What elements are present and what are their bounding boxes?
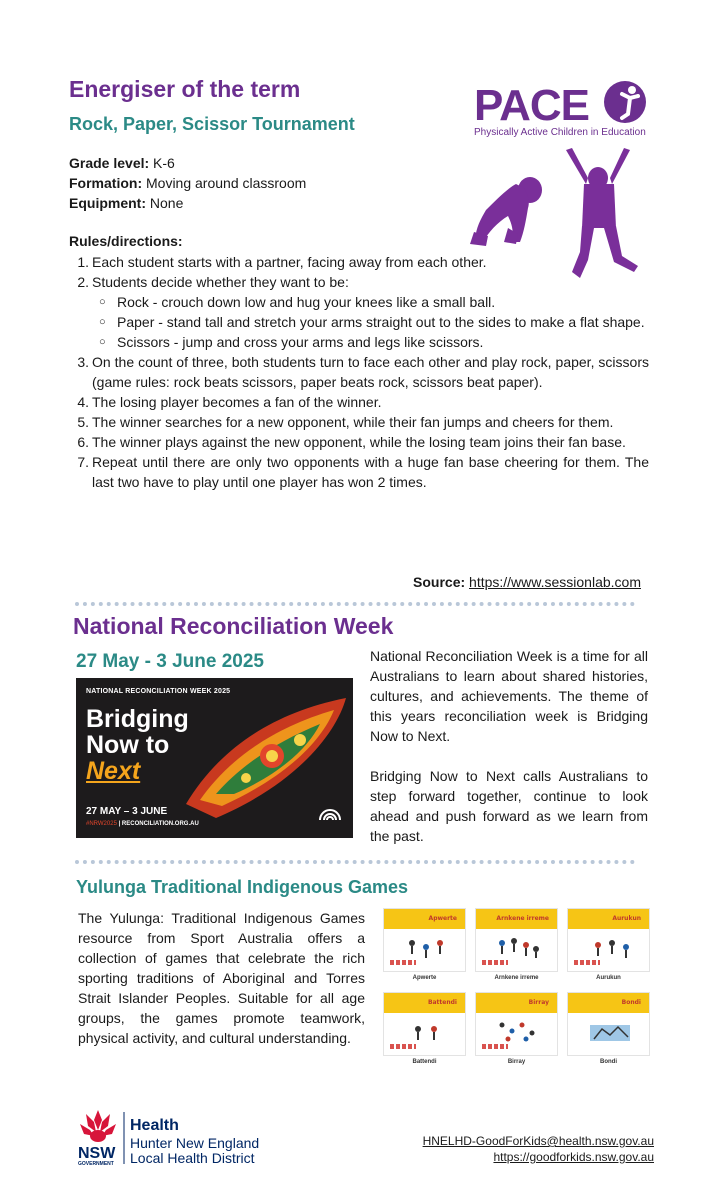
list-item-number: 5. [77,414,89,430]
yulunga-game-grid [383,908,651,1065]
list-item-number: 4. [77,394,89,410]
section-title-nrw: National Reconciliation Week [73,613,394,639]
reconciliation-australia-logo [316,802,344,830]
game-label: Arnkene irreme [494,975,539,981]
org-line-3: Local Health District [130,1150,255,1166]
nsw-health-logo [76,1108,276,1166]
bullet-icon: ○ [99,336,106,348]
equipment-label: Equipment: [69,195,146,211]
grade-level-label: Grade level: [69,155,150,171]
list-item [69,432,649,452]
list-item-number: 3. [77,354,89,370]
formation-value: Moving around classroom [146,175,307,191]
game-card-title: Bondi [621,999,641,1006]
email-link[interactable]: HNELHD-GoodForKids@health.nsw.gov.au [422,1134,654,1148]
banner-dates: 27 MAY – 3 JUNE [86,806,168,817]
banner-site: | RECONCILIATION.ORG.AU [118,821,199,827]
game-thumbnail [475,992,558,1056]
rules-heading: Rules/directions: [69,233,183,249]
game-label: Battendi [412,1059,437,1065]
list-item [69,352,649,392]
source-link[interactable]: https://www.sessionlab.com [469,574,641,590]
footer-contacts [423,1133,654,1165]
game-card[interactable] [383,992,466,1065]
game-thumbnail [383,992,466,1056]
banner-line-2: Now to [86,731,170,759]
game-card-title: Apwerte [428,915,457,922]
game-thumbnail [475,908,558,972]
paragraph: Bridging Now to Next calls Australians to step forward together, continue to look ahead and push forward as we learn from the past. [370,768,648,844]
game-card-title: Aurukun [612,915,641,922]
list-item-text: The losing player becomes a fan of the winner. [92,394,382,410]
game-thumbnail [567,908,650,972]
grade-level [69,153,175,173]
rules-list [69,252,649,492]
list-item-number: 6. [77,434,89,450]
nrw-date: 27 May - 3 June 2025 [76,651,264,672]
list-item-number: 7. [77,454,89,470]
bullet-icon: ○ [99,316,106,328]
banner-line-1: Bridging [86,705,189,733]
game-thumbnail [567,992,650,1056]
pace-logo [472,80,650,140]
game-label: Aurukun [596,975,621,981]
org-line-2: Hunter New England [130,1135,260,1151]
game-label: Apwerte [412,975,437,981]
list-item [69,452,649,492]
section-title-yulunga: Yulunga Traditional Indigenous Games [76,877,409,897]
banner-line-3: Next [86,757,141,785]
bullet-icon: ○ [99,296,106,308]
game-label: Birray [507,1059,526,1065]
org-line-1: Health [130,1117,179,1134]
formation [69,173,306,193]
list-item [69,252,649,272]
sub-list-item-text: Scissors - jump and cross your arms and legs like scissors. [117,334,484,350]
pace-tagline: Physically Active Children in Education [474,127,646,138]
game-card-title: Birray [528,999,549,1006]
list-item-text: Students decide whether they want to be: [92,274,349,290]
game-card[interactable] [475,908,558,981]
source-credit [413,574,641,590]
equipment [69,193,183,213]
list-item-text: Each student starts with a partner, facing away from each other. [92,254,487,270]
list-item [69,392,649,412]
game-card[interactable] [383,908,466,981]
website-link[interactable]: https://goodforkids.nsw.gov.au [493,1150,654,1164]
sub-list-item [69,332,649,352]
nrw-banner-image [76,678,353,838]
nsw-government: GOVERNMENT [78,1161,114,1166]
banner-tagline [86,821,199,827]
yulunga-description: The Yulunga: Traditional Indigenous Games resource from Sport Australia offers a collection of games that celebrate the rich sporting traditions of Aboriginal and Torres Strait Islander Peoples. Suitable for all age groups, the games promote teamwork, physical activity, and cultural understanding. [78,910,365,1046]
section-title-energiser: Energiser of the term [69,76,301,102]
energiser-subtitle: Rock, Paper, Scissor Tournament [69,114,355,134]
nsw-wordmark: NSW [78,1145,116,1162]
waratah-icon [80,1110,116,1142]
sub-list-item [69,312,649,332]
divider [75,860,635,864]
game-thumbnail [383,908,466,972]
banner-heading: NATIONAL RECONCILIATION WEEK 2025 [86,688,231,695]
sub-list-item-text: Paper - stand tall and stretch your arms straight out to the sides to make a flat shape. [117,314,645,330]
list-item-text: Repeat until there are only two opponents with a huge fan base cheering for them. The last two have to play until one player has won 2 times. [92,454,649,490]
game-card-title: Arnkene irreme [496,915,549,922]
game-card[interactable] [567,908,650,981]
list-item-text: The winner searches for a new opponent, while their fan jumps and cheers for them. [92,414,614,430]
banner-hashtag: #NRW2025 [86,821,117,827]
equipment-value: None [149,195,184,211]
pace-wordmark: PACE [474,81,589,130]
game-card-title: Battendi [427,999,457,1006]
nrw-description [370,646,648,846]
sub-list-item-text: Rock - crouch down low and hug your knees like a small ball. [117,294,496,310]
list-item [69,272,649,292]
sub-list-item [69,292,649,312]
formation-label: Formation: [69,175,143,191]
list-item-text: The winner plays against the new opponent, while the losing team joins their fan base. [92,434,626,450]
source-label: Source: [413,574,466,590]
list-item-text: On the count of three, both students turn to face each other and play rock, paper, scissors (game rules: rock beats scissors, paper beats rock, scissors beat paper). [92,354,649,390]
list-item-number: 1. [77,254,89,270]
grade-level-value: K-6 [153,155,175,171]
game-card[interactable] [475,992,558,1065]
list-item-number: 2. [77,274,89,290]
paragraph: National Reconciliation Week is a time for all Australians to learn about shared histories, cultures, and achievements. The theme of this years reconciliation week is Bridging Now to Next. [370,648,648,744]
game-card[interactable] [567,992,650,1065]
list-item [69,412,649,432]
game-label: Bondi [600,1059,617,1065]
divider [75,602,635,606]
